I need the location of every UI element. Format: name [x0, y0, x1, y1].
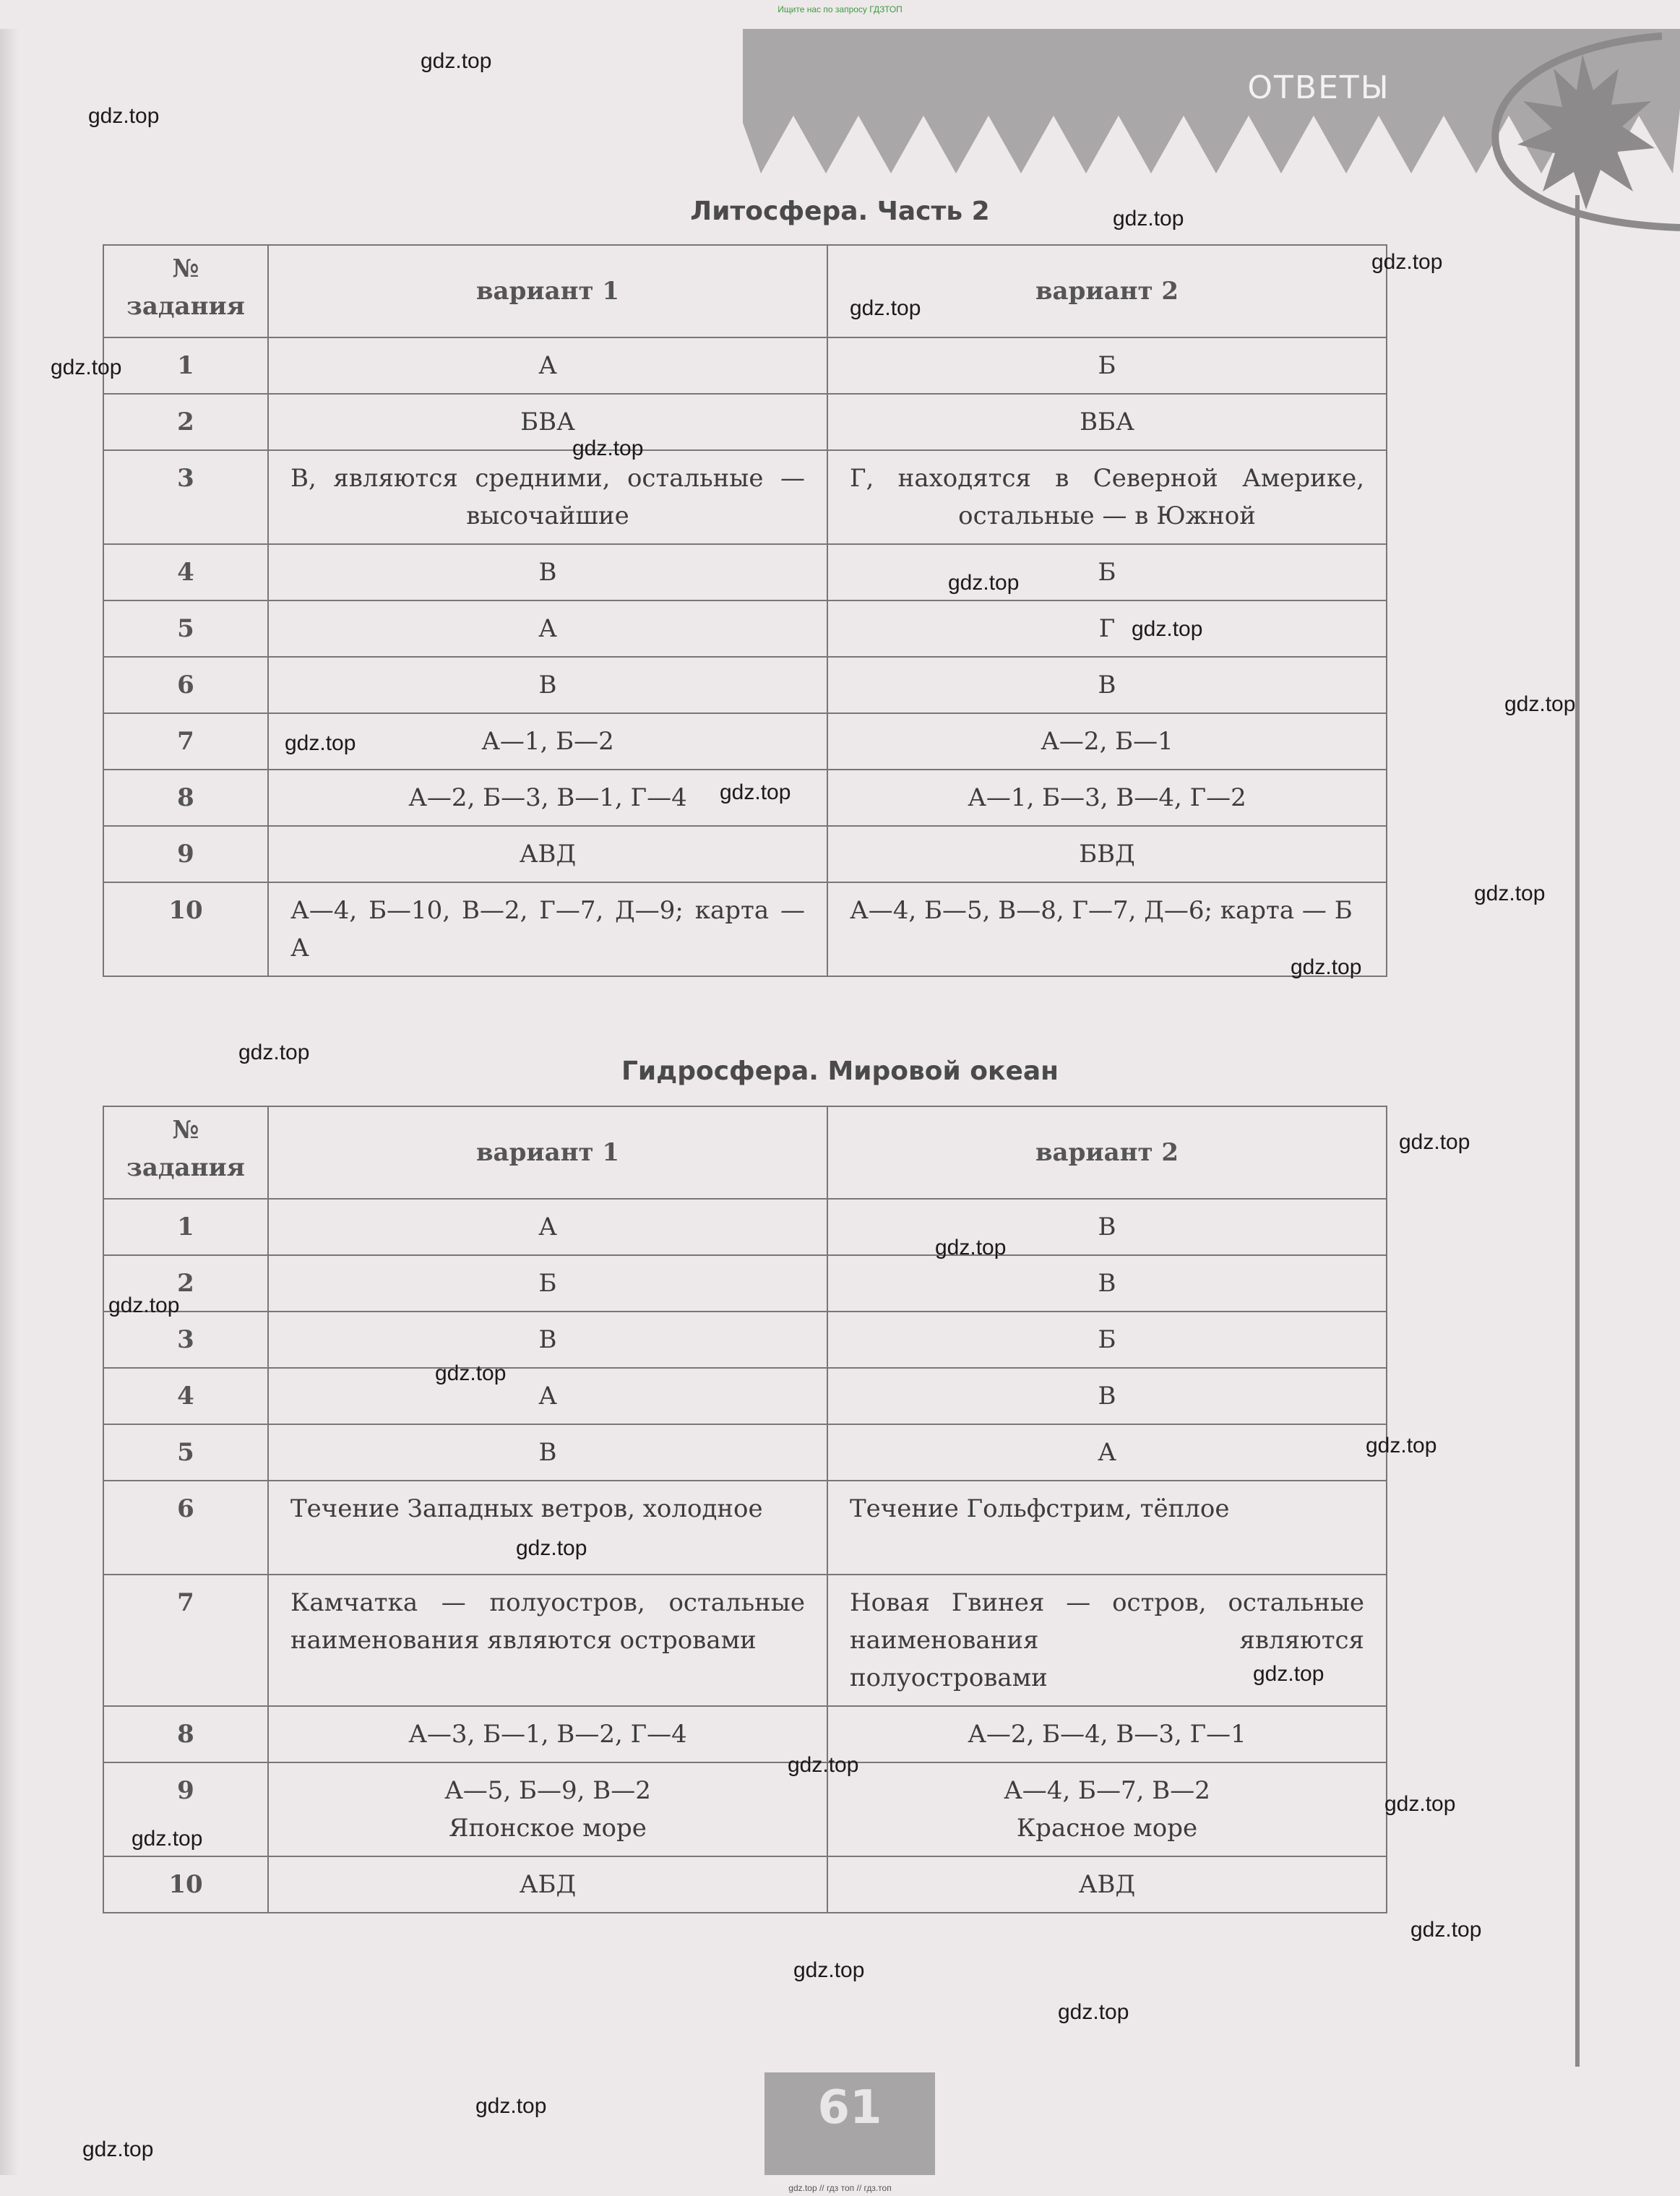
task-number: 3 [103, 450, 268, 544]
watermark: gdz.top [421, 49, 492, 73]
answer-variant-1: В [268, 1424, 827, 1481]
task-number: 8 [103, 1706, 268, 1762]
task-number: 5 [103, 600, 268, 657]
answer-line: А—4, Б—7, В—2 [1004, 1776, 1210, 1805]
table-row [103, 1312, 1387, 1368]
answer-variant-1: БВА [268, 394, 827, 450]
answer-variant-1: АБД [268, 1856, 827, 1913]
table-row [103, 657, 1387, 713]
task-number: 6 [103, 657, 268, 713]
watermark: gdz.top [435, 1361, 507, 1385]
column-header-variant-2: вариант 2 [827, 245, 1387, 337]
task-number: 2 [103, 394, 268, 450]
watermark: gdz.top [51, 356, 122, 379]
watermark: gdz.top [935, 1236, 1007, 1260]
table-row [103, 826, 1387, 882]
answer-variant-1: В [268, 1312, 827, 1368]
task-number: 10 [103, 1856, 268, 1913]
answer-variant-2: Г [827, 600, 1387, 657]
watermark: gdz.top [238, 1041, 310, 1064]
answer-variant-2: В [827, 1199, 1387, 1255]
table-row [103, 1368, 1387, 1424]
table-row [103, 544, 1387, 600]
table-row [103, 1762, 1387, 1856]
header-num-symbol: № [172, 1116, 199, 1145]
table-row [103, 1706, 1387, 1762]
watermark: gdz.top [1366, 1434, 1437, 1457]
side-rule [1575, 195, 1580, 2067]
answer-variant-2: АВД [827, 1856, 1387, 1913]
watermark: gdz.top [82, 2137, 154, 2161]
table-row [103, 1424, 1387, 1481]
column-header-variant-1: вариант 1 [268, 245, 827, 337]
answer-variant-2 [827, 1762, 1387, 1856]
answer-variant-1: В [268, 657, 827, 713]
answer-variant-1: А—4, Б—10, В—2, Г—7, Д—9; карта — А [268, 882, 827, 976]
watermark: gdz.top [1474, 882, 1546, 905]
task-number: 3 [103, 1312, 268, 1368]
table-row [103, 1199, 1387, 1255]
watermark: gdz.top [850, 296, 921, 320]
header-num-symbol: № [172, 254, 199, 283]
watermark: gdz.top [1113, 207, 1184, 231]
task-number: 1 [103, 337, 268, 394]
answer-variant-1: В, являются средними, остальные — высочайшие [268, 450, 827, 544]
answer-variant-1: А [268, 600, 827, 657]
answer-variant-2: Б [827, 337, 1387, 394]
answer-variant-1: Б [268, 1255, 827, 1312]
header-num-label: задания [126, 1153, 245, 1182]
task-number: 1 [103, 1199, 268, 1255]
answer-variant-2: Г, находятся в Северной Америке, остальные — в Южной [827, 450, 1387, 544]
task-number: 9 [103, 1762, 268, 1856]
task-number: 6 [103, 1481, 268, 1575]
table-row [103, 1856, 1387, 1913]
answer-variant-1 [268, 1762, 827, 1856]
answer-variant-2: ВБА [827, 394, 1387, 450]
table-row [103, 882, 1387, 976]
task-number: 7 [103, 1575, 268, 1706]
column-header-task-number [103, 1106, 268, 1199]
answer-variant-1: А [268, 1368, 827, 1424]
answer-line: Японское море [449, 1814, 647, 1843]
watermark: gdz.top [1291, 955, 1362, 979]
answer-variant-2: В [827, 1368, 1387, 1424]
section-title-lithosphere: Литосфера. Часть 2 [690, 197, 990, 226]
column-header-variant-2: вариант 2 [827, 1106, 1387, 1199]
watermark: gdz.top [1399, 1130, 1470, 1154]
answer-line: А—5, Б—9, В—2 [444, 1776, 651, 1805]
task-number: 7 [103, 713, 268, 770]
watermark: gdz.top [948, 571, 1020, 595]
answer-variant-2: А—2, Б—4, В—3, Г—1 [827, 1706, 1387, 1762]
header-title: ОТВЕТЫ [1247, 69, 1390, 106]
task-number: 4 [103, 1368, 268, 1424]
answer-variant-2: БВД [827, 826, 1387, 882]
watermark: gdz.top [1371, 250, 1443, 274]
answer-variant-2: А—1, Б—3, В—4, Г—2 [827, 770, 1387, 826]
watermark: gdz.top [793, 1958, 865, 1982]
watermark: gdz.top [285, 731, 356, 755]
watermark: gdz.top [1058, 2000, 1129, 2024]
watermark: gdz.top [88, 104, 160, 128]
watermark: gdz.top [1253, 1662, 1324, 1686]
watermark: gdz.top [108, 1293, 180, 1317]
answer-variant-2: Течение Гольфстрим, тёплое [827, 1481, 1387, 1575]
table-header-row [103, 245, 1387, 337]
column-header-variant-1: вариант 1 [268, 1106, 827, 1199]
answer-variant-2: А—2, Б—1 [827, 713, 1387, 770]
watermark: gdz.top [1132, 617, 1203, 641]
answer-variant-2: Б [827, 544, 1387, 600]
column-header-task-number [103, 245, 268, 337]
answer-variant-2: Б [827, 1312, 1387, 1368]
table-row [103, 394, 1387, 450]
table-row [103, 1575, 1387, 1706]
watermark: gdz.top [720, 780, 791, 804]
answer-variant-2: А—4, Б—5, В—8, Г—7, Д—6; карта — Б [827, 882, 1387, 976]
answer-variant-1: А [268, 337, 827, 394]
watermark: gdz.top [1384, 1792, 1456, 1816]
answer-variant-2: Новая Гвинея — остров, остальные наименования являются полуостровами [827, 1575, 1387, 1706]
header-num-label: задания [126, 292, 245, 321]
answer-variant-1: АВД [268, 826, 827, 882]
answer-variant-1: А—1, Б—2 [268, 713, 827, 770]
table-row [103, 450, 1387, 544]
table-row [103, 1481, 1387, 1575]
table-row [103, 337, 1387, 394]
answer-variant-1: Течение Западных ветров, холодное [268, 1481, 827, 1575]
task-number: 9 [103, 826, 268, 882]
watermark: gdz.top [516, 1536, 587, 1560]
watermark: gdz.top [1504, 692, 1576, 716]
watermark: gdz.top [1410, 1918, 1482, 1942]
answer-variant-2: В [827, 1255, 1387, 1312]
task-number: 2 [103, 1255, 268, 1312]
answer-variant-1: В [268, 544, 827, 600]
answers-table-lithosphere [103, 244, 1387, 977]
answer-variant-1: А—2, Б—3, В—1, Г—4 [268, 770, 827, 826]
watermark: gdz.top [132, 1827, 203, 1851]
task-number: 10 [103, 882, 268, 976]
top-caption: Ищите нас по запросу ГДЗТОП [777, 4, 903, 14]
table-header-row [103, 1106, 1387, 1199]
answer-variant-2: В [827, 657, 1387, 713]
answer-line: Красное море [1016, 1814, 1198, 1843]
watermark: gdz.top [572, 436, 644, 460]
page-number: 61 [817, 2081, 882, 2135]
task-number: 8 [103, 770, 268, 826]
answer-variant-1: А—3, Б—1, В—2, Г—4 [268, 1706, 827, 1762]
answer-variant-1: Камчатка — полуостров, остальные наименования являются островами [268, 1575, 827, 1706]
task-number: 4 [103, 544, 268, 600]
task-number: 5 [103, 1424, 268, 1481]
table-row [103, 1255, 1387, 1312]
watermark: gdz.top [788, 1753, 859, 1777]
watermark: gdz.top [475, 2094, 547, 2118]
answer-variant-2: А [827, 1424, 1387, 1481]
answers-table-hydrosphere [103, 1106, 1387, 1913]
answer-variant-1: А [268, 1199, 827, 1255]
bottom-caption: gdz.top // гдз топ // гдз.топ [788, 2183, 892, 2193]
section-title-hydrosphere: Гидросфера. Мировой океан [621, 1056, 1059, 1086]
page-edge-shadow [0, 29, 19, 2175]
